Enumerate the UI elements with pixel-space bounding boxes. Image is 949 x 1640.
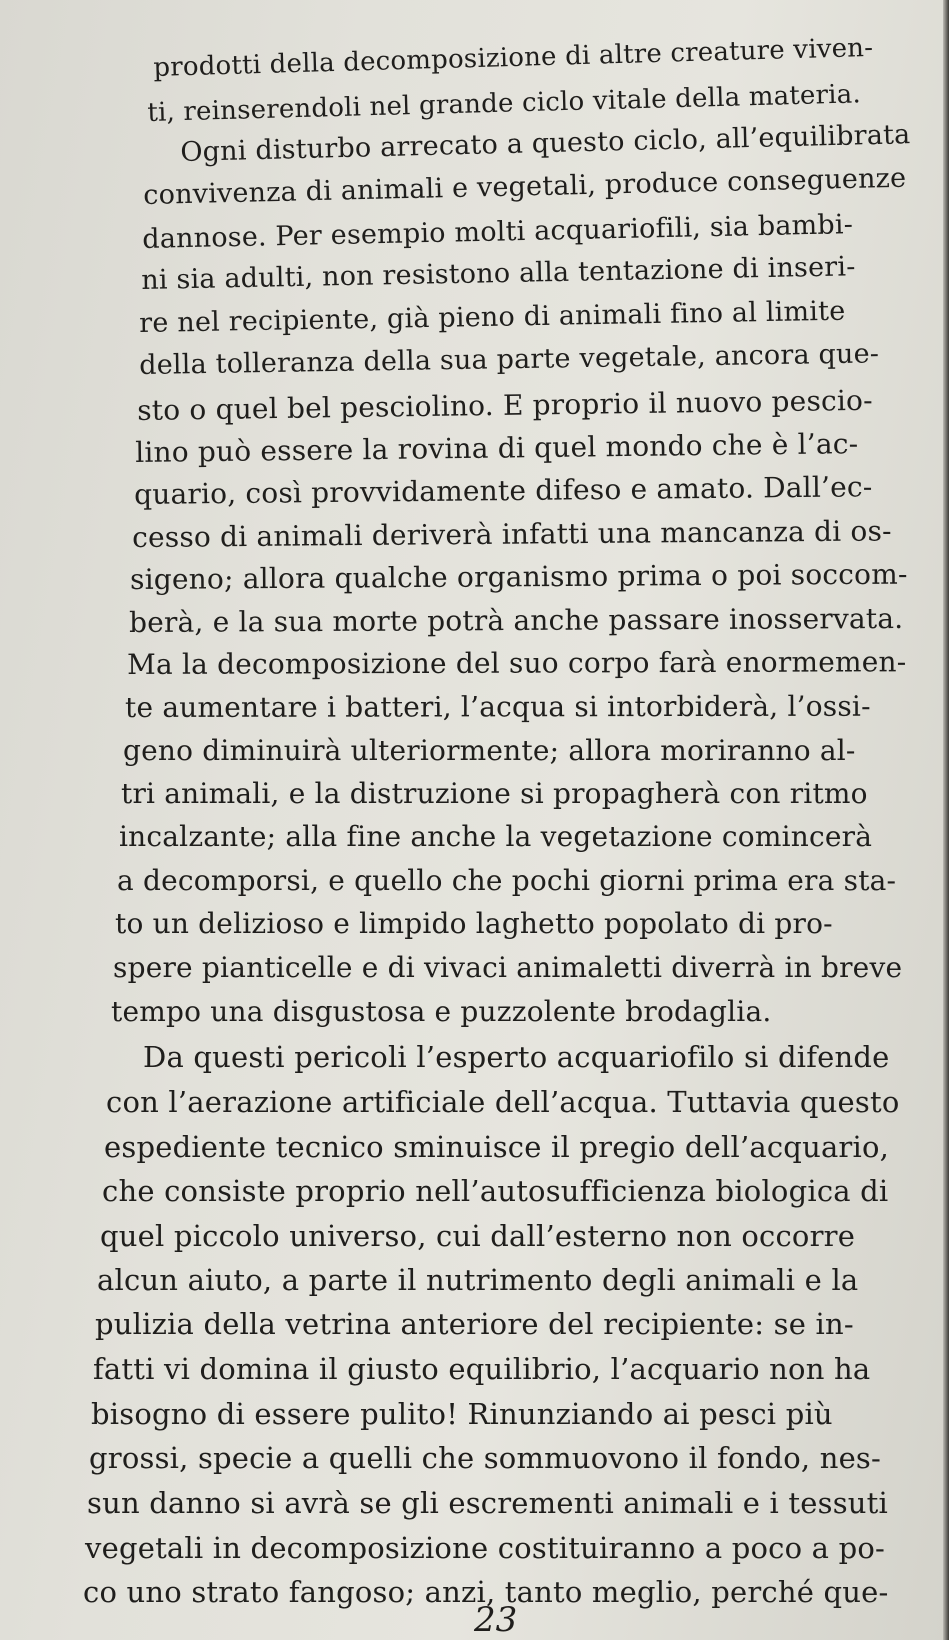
text-line: bisogno di essere pulito! Rinunziando ai pesci più	[91, 1397, 833, 1431]
text-line: sto o quel bel pesciolino. E proprio il nuovo pescio-	[137, 383, 873, 427]
text-line: espediente tecnico sminuisce il pregio dell’acquario,	[104, 1130, 890, 1164]
text-line: alcun aiuto, a parte il nutrimento degli animali e la	[97, 1263, 859, 1297]
text-line: ti, reinserendoli nel grande ciclo vitale della materia.	[147, 79, 862, 128]
text-line: grossi, specie a quelli che sommuovono il fondo, nes-	[89, 1441, 882, 1475]
text-line: re nel recipiente, già pieno di animali fino al limite	[139, 295, 846, 339]
text-line: quario, così provvidamente difeso e amato. Dall’ec-	[134, 470, 873, 511]
text-line: incalzante; alla fine anche la vegetazione comincerà	[119, 820, 873, 853]
text-line: vegetali in decomposizione costituiranno a poco a po-	[85, 1531, 886, 1565]
text-line: convivenza di animali e vegetali, produce conseguenze	[143, 162, 907, 211]
page-edge	[943, 0, 949, 1640]
text-line: te aumentare i batteri, l’acqua si intorbiderà, l’ossi-	[125, 689, 871, 724]
text-line: Da questi pericoli l’esperto acquariofilo si difende	[143, 1040, 890, 1074]
text-line: tempo una disgustosa e puzzolente brodaglia.	[111, 995, 772, 1028]
text-line: sun danno si avrà se gli escrementi animali e i tessuti	[87, 1486, 889, 1520]
text-line: spere pianticelle e di vivaci animaletti diverrà in breve	[113, 951, 903, 984]
text-line: tri animali, e la distruzione si propagherà con ritmo	[121, 777, 868, 810]
text-line: to un delizioso e limpido laghetto popolato di pro-	[115, 907, 833, 940]
text-line: pulizia della vetrina anteriore del recipiente: se in-	[95, 1307, 854, 1341]
text-line: Ogni disturbo arrecato a questo ciclo, all’equilibrata	[180, 119, 911, 168]
text-line: co uno strato fangoso; anzi, tanto meglio, perché que-	[83, 1575, 889, 1609]
text-line: berà, e la sua morte potrà anche passare inosservata.	[129, 601, 904, 639]
text-line: lino può essere la rovina di quel mondo che è l’ac-	[135, 427, 859, 469]
text-line: ni sia adulti, non resistono alla tentazione di inseri-	[141, 251, 856, 296]
text-line: sigeno; allora qualche organismo prima o poi soccom-	[130, 557, 908, 596]
text-line: cesso di animali deriverà infatti una mancanza di os-	[132, 514, 892, 554]
text-line: Ma la decomposizione del suo corpo farà enormemen-	[127, 645, 907, 681]
text-line: fatti vi domina il giusto equilibrio, l’acquario non ha	[93, 1352, 871, 1386]
text-line: quel piccolo universo, cui dall’esterno non occorre	[100, 1219, 856, 1253]
text-line: a decomporsi, e quello che pochi giorni prima era sta-	[117, 864, 897, 897]
page-number: 23	[474, 1600, 518, 1640]
text-line: dannose. Per esempio molti acquariofili, sia bambi-	[142, 209, 854, 255]
text-line: della tolleranza della sua parte vegetale, ancora que-	[139, 338, 880, 381]
text-line: geno diminuirà ulteriormente; allora moriranno al-	[123, 734, 856, 767]
text-line: che consiste proprio nell’autosufficienza biologica di	[102, 1174, 889, 1208]
text-line: con l’aerazione artificiale dell’acqua. Tuttavia questo	[106, 1085, 900, 1119]
text-line: prodotti della decomposizione di altre creature viven-	[153, 32, 874, 83]
